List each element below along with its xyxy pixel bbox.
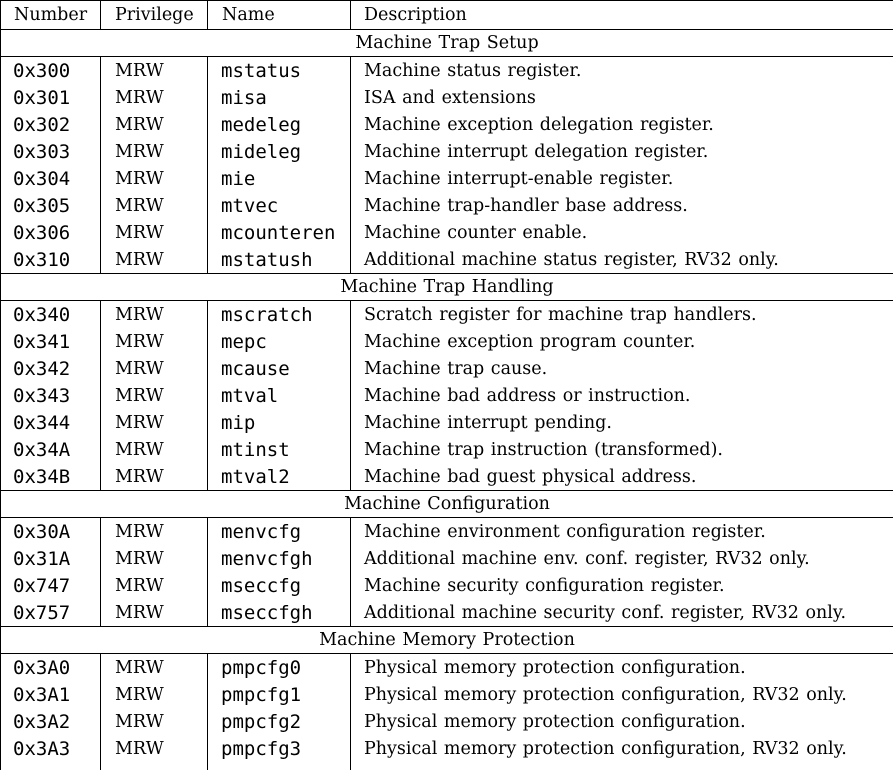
section-title: Machine Configuration xyxy=(1,491,893,518)
register-description: Additional machine security conf. register, RV32 only. xyxy=(351,599,893,627)
register-number: 0x310 xyxy=(1,246,101,274)
register-description: Additional machine env. conf. register, RV32 only. xyxy=(351,545,893,572)
register-name: mscratch xyxy=(208,301,351,329)
register-name: mstatush xyxy=(208,246,351,274)
register-description: Machine interrupt-enable register. xyxy=(351,165,893,192)
register-number: 0x301 xyxy=(1,84,101,111)
register-name: mepc xyxy=(208,328,351,355)
register-number: 0x757 xyxy=(1,599,101,627)
cropped-cell xyxy=(101,762,208,770)
privilege-level: MRW xyxy=(101,463,208,491)
register-number: 0x304 xyxy=(1,165,101,192)
register-number: 0x747 xyxy=(1,572,101,599)
privilege-level: MRW xyxy=(101,355,208,382)
register-name: mtvec xyxy=(208,192,351,219)
register-description: Machine environment configuration register. xyxy=(351,518,893,546)
privilege-level: MRW xyxy=(101,409,208,436)
table-row xyxy=(1,192,893,219)
table-row xyxy=(1,57,893,85)
register-number: 0x3A3 xyxy=(1,735,101,762)
cropped-cell xyxy=(208,762,351,770)
register-number: 0x344 xyxy=(1,409,101,436)
register-name: mstatus xyxy=(208,57,351,85)
register-description: Scratch register for machine trap handlers. xyxy=(351,301,893,329)
register-name: mideleg xyxy=(208,138,351,165)
privilege-level: MRW xyxy=(101,192,208,219)
register-description: Additional machine status register, RV32 only. xyxy=(351,246,893,274)
table-row xyxy=(1,84,893,111)
register-number: 0x341 xyxy=(1,328,101,355)
register-name: misa xyxy=(208,84,351,111)
register-description: Machine counter enable. xyxy=(351,219,893,246)
register-number: 0x340 xyxy=(1,301,101,329)
table-row xyxy=(1,111,893,138)
privilege-level: MRW xyxy=(101,436,208,463)
register-number: 0x34B xyxy=(1,463,101,491)
register-name: mseccfgh xyxy=(208,599,351,627)
privilege-level: MRW xyxy=(101,599,208,627)
table-row xyxy=(1,735,893,762)
privilege-level: MRW xyxy=(101,681,208,708)
register-number: 0x30A xyxy=(1,518,101,546)
cropped-cell xyxy=(351,762,893,770)
register-description: Machine trap instruction (transformed). xyxy=(351,436,893,463)
column-header-description: Description xyxy=(351,1,893,30)
register-number: 0x305 xyxy=(1,192,101,219)
register-number: 0x34A xyxy=(1,436,101,463)
register-description: Machine exception program counter. xyxy=(351,328,893,355)
table-row xyxy=(1,545,893,572)
register-name: mseccfg xyxy=(208,572,351,599)
register-description: Machine interrupt delegation register. xyxy=(351,138,893,165)
section-header-row xyxy=(1,491,893,518)
section-title: Machine Trap Handling xyxy=(1,274,893,301)
privilege-level: MRW xyxy=(101,735,208,762)
register-description: Machine interrupt pending. xyxy=(351,409,893,436)
table-row xyxy=(1,355,893,382)
privilege-level: MRW xyxy=(101,382,208,409)
table-row xyxy=(1,165,893,192)
register-name: pmpcfg1 xyxy=(208,681,351,708)
register-number: 0x31A xyxy=(1,545,101,572)
table-row xyxy=(1,436,893,463)
section-title: Machine Trap Setup xyxy=(1,30,893,57)
register-number: 0x3A1 xyxy=(1,681,101,708)
register-description: Machine security configuration register. xyxy=(351,572,893,599)
table-row xyxy=(1,301,893,329)
register-number: 0x302 xyxy=(1,111,101,138)
register-name: pmpcfg0 xyxy=(208,654,351,682)
register-description: Machine exception delegation register. xyxy=(351,111,893,138)
privilege-level: MRW xyxy=(101,84,208,111)
register-name: menvcfgh xyxy=(208,545,351,572)
register-description: ISA and extensions xyxy=(351,84,893,111)
privilege-level: MRW xyxy=(101,246,208,274)
table-row xyxy=(1,328,893,355)
table-row xyxy=(1,382,893,409)
section-title: Machine Memory Protection xyxy=(1,627,893,654)
register-description: Machine trap cause. xyxy=(351,355,893,382)
section-header-row xyxy=(1,274,893,301)
register-description: Machine trap-handler base address. xyxy=(351,192,893,219)
privilege-level: MRW xyxy=(101,708,208,735)
column-header-number: Number xyxy=(1,1,101,30)
register-name: mcounteren xyxy=(208,219,351,246)
register-name: menvcfg xyxy=(208,518,351,546)
register-description: Physical memory protection configuration. xyxy=(351,708,893,735)
register-description: Physical memory protection configuration. xyxy=(351,654,893,682)
privilege-level: MRW xyxy=(101,57,208,85)
register-name: mtval xyxy=(208,382,351,409)
column-header-privilege: Privilege xyxy=(101,1,208,30)
privilege-level: MRW xyxy=(101,328,208,355)
register-name: mie xyxy=(208,165,351,192)
table-row xyxy=(1,463,893,491)
table-row xyxy=(1,518,893,546)
privilege-level: MRW xyxy=(101,138,208,165)
table-row xyxy=(1,138,893,165)
register-number: 0x3A0 xyxy=(1,654,101,682)
table-row xyxy=(1,219,893,246)
register-description: Machine bad guest physical address. xyxy=(351,463,893,491)
privilege-level: MRW xyxy=(101,301,208,329)
register-description: Physical memory protection configuration, RV32 only. xyxy=(351,735,893,762)
register-number: 0x342 xyxy=(1,355,101,382)
privilege-level: MRW xyxy=(101,111,208,138)
register-name: mtinst xyxy=(208,436,351,463)
register-name: mtval2 xyxy=(208,463,351,491)
register-number: 0x303 xyxy=(1,138,101,165)
register-description: Physical memory protection configuration, RV32 only. xyxy=(351,681,893,708)
register-name: pmpcfg2 xyxy=(208,708,351,735)
privilege-level: MRW xyxy=(101,165,208,192)
register-number: 0x300 xyxy=(1,57,101,85)
table-row xyxy=(1,681,893,708)
register-name: pmpcfg3 xyxy=(208,735,351,762)
table-row xyxy=(1,409,893,436)
privilege-level: MRW xyxy=(101,545,208,572)
table-body xyxy=(1,30,893,770)
cropped-cell xyxy=(1,762,101,770)
register-name: mip xyxy=(208,409,351,436)
privilege-level: MRW xyxy=(101,518,208,546)
register-number: 0x306 xyxy=(1,219,101,246)
column-header-name: Name xyxy=(208,1,351,30)
privilege-level: MRW xyxy=(101,219,208,246)
table-row xyxy=(1,599,893,627)
table-row xyxy=(1,708,893,735)
section-header-row xyxy=(1,30,893,57)
privilege-level: MRW xyxy=(101,654,208,682)
privilege-level: MRW xyxy=(101,572,208,599)
register-name: mcause xyxy=(208,355,351,382)
table-row xyxy=(1,654,893,682)
cropped-next-row xyxy=(1,762,893,770)
column-header-row xyxy=(1,1,893,30)
section-header-row xyxy=(1,627,893,654)
register-number: 0x343 xyxy=(1,382,101,409)
register-number: 0x3A2 xyxy=(1,708,101,735)
table-row xyxy=(1,572,893,599)
register-name: medeleg xyxy=(208,111,351,138)
table-row xyxy=(1,246,893,274)
register-description: Machine bad address or instruction. xyxy=(351,382,893,409)
register-description: Machine status register. xyxy=(351,57,893,85)
